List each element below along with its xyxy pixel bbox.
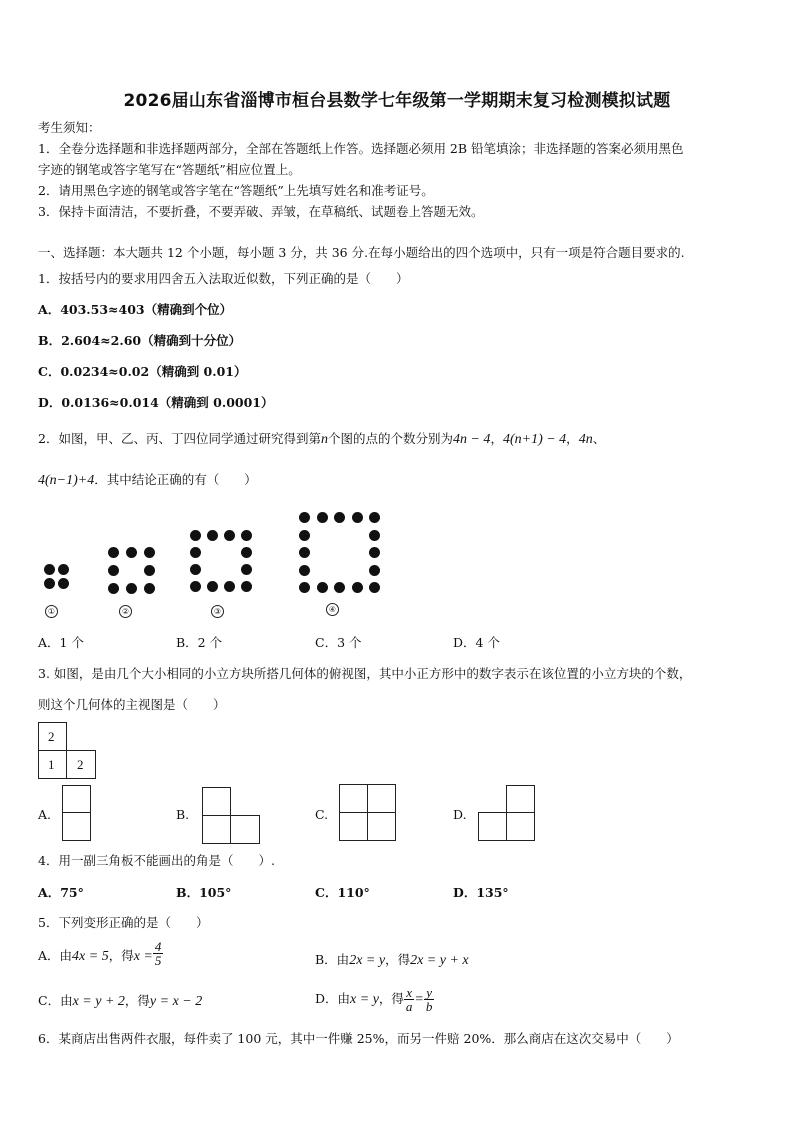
q4-option-c: C．110°	[315, 885, 370, 900]
q3-stem-line1: 3. 如图，是由几个大小相同的小立方块所搭几何体的俯视图，其中小正方形中的数字表示在该位置的小立方块的个数，	[38, 666, 692, 681]
q3-stem-line2: 则这个几何体的主视图是（ ）	[38, 697, 226, 712]
q5-b-eq1: 2x = y	[349, 953, 386, 968]
q2-fig-4-dot	[299, 512, 310, 523]
q2-fig-4-dot	[352, 582, 363, 593]
q1-option-a: A．403.53≈403（精确到个位）	[38, 302, 233, 317]
q2-fig-2-dot	[144, 565, 155, 576]
q5-option-a	[38, 939, 163, 968]
q5-c-mid: ，得	[124, 993, 150, 1008]
q2-fig-4-dot	[334, 512, 345, 523]
q2-sep-1: ，	[490, 431, 503, 446]
q5-d-fraction-2	[424, 986, 435, 1013]
q2-fig-2-dot	[144, 547, 155, 558]
q5-c-eq2: y = x − 2	[149, 994, 203, 1009]
front-view-cell	[339, 784, 368, 813]
top-view-cell	[66, 750, 96, 779]
q2-fig-2-dot	[108, 583, 119, 594]
q5-a-denominator: 5	[154, 953, 162, 968]
q2-fig-1-dot	[44, 578, 55, 589]
q5-d-mid: ，得	[378, 991, 404, 1006]
q5-a-prefix: A．由	[38, 948, 73, 963]
q2-fig-label-3: ③	[211, 605, 224, 618]
q5-option-c	[38, 993, 202, 1010]
q2-fig-4-dot	[299, 565, 310, 576]
q5-b-eq2: 2x = y + x	[410, 953, 469, 968]
q5-stem: 5．下列变形正确的是（ ）	[38, 915, 209, 930]
q2-fig-label-4: ④	[326, 603, 339, 616]
q2-fig-3-dot	[207, 581, 218, 592]
q2-fig-1-dot	[44, 564, 55, 575]
q2-fig-4-dot	[369, 582, 380, 593]
q2-option-c: C．3 个	[315, 635, 362, 650]
q2-fig-2-dot	[108, 565, 119, 576]
q2-fig-3-dot	[190, 581, 201, 592]
q2-fig-3-dot	[241, 547, 252, 558]
q5-a-eq2: x =	[133, 949, 153, 964]
q1-option-c: C．0.0234≈0.02（精确到 0.01）	[38, 364, 247, 379]
q3-option-c-label: C.	[315, 807, 329, 822]
q5-d-numerator-2: y	[424, 986, 435, 1000]
q5-b-mid: ，得	[385, 952, 411, 967]
q5-d-denominator-1: a	[405, 999, 413, 1014]
q2-expr-2: 4(n+1) − 4	[502, 432, 567, 447]
q5-d-eq1: x = y	[350, 992, 379, 1007]
q3-option-d-label: D.	[453, 807, 467, 822]
front-view-cell	[339, 812, 368, 841]
q2-expr-3: 4n	[578, 432, 593, 447]
q2-fig-3-dot	[224, 581, 235, 592]
q2-stem-line2	[38, 472, 257, 489]
q4-option-b: B．105°	[176, 885, 232, 900]
q2-fig-3-dot	[207, 530, 218, 541]
q2-expr-4: 4(n−1)+4	[38, 473, 95, 488]
q5-d-equals: =	[414, 992, 424, 1007]
q2-fig-4-dot	[299, 530, 310, 541]
q5-option-b	[315, 952, 469, 969]
q2-sep-3: 、	[592, 431, 606, 446]
q1-option-b: B．2.604≈2.60（精确到十分位）	[38, 333, 242, 348]
front-view-cell	[367, 812, 396, 841]
q2-stem-a: 2．如图，甲、乙、丙、丁四位同学通过研究得到第	[38, 431, 321, 446]
front-view-cell	[230, 815, 260, 844]
notice-item-2: 2．请用黑色字迹的钢笔或答字笔在“答题纸”上先填写姓名和准考证号。	[38, 183, 434, 198]
q6-stem: 6．某商店出售两件衣服，每件卖了 100 元，其中一件赚 25%，而另一件赔 20%．那么商店在这次交易中（ ）	[38, 1031, 679, 1046]
front-view-cell	[506, 785, 535, 813]
q2-fig-4-dot	[369, 565, 380, 576]
q5-a-numerator: 4	[154, 939, 162, 954]
q2-fig-2-dot	[126, 547, 137, 558]
q2-fig-3-dot	[224, 530, 235, 541]
top-view-number: 2	[48, 729, 55, 744]
q5-d-prefix: D．由	[315, 991, 351, 1006]
front-view-cell	[506, 812, 535, 841]
q2-fig-4-dot	[317, 582, 328, 593]
q2-fig-2-dot	[126, 583, 137, 594]
q2-fig-4-dot	[317, 512, 328, 523]
q2-var-n: n	[320, 432, 328, 447]
page-title: 2026届山东省淄博市桓台县数学七年级第一学期期末复习检测模拟试题	[123, 91, 671, 111]
notice-heading: 考生须知：	[38, 120, 101, 135]
q2-stem-c: ．其中结论正确的有（ ）	[94, 472, 257, 487]
q3-option-a-label: A.	[38, 807, 52, 822]
q2-option-b: B．2 个	[176, 635, 223, 650]
q2-fig-label-2: ②	[119, 605, 132, 618]
q2-fig-3-dot	[190, 547, 201, 558]
top-view-cell	[38, 722, 67, 751]
q2-fig-4-dot	[369, 512, 380, 523]
q2-fig-1-dot	[58, 564, 69, 575]
front-view-cell	[202, 787, 231, 816]
q5-d-fraction-1	[404, 986, 415, 1013]
q2-fig-3-dot	[241, 530, 252, 541]
front-view-cell	[62, 785, 91, 813]
q2-fig-3-dot	[241, 564, 252, 575]
q4-option-a: A．75°	[38, 885, 84, 900]
q2-fig-4-dot	[369, 547, 380, 558]
front-view-cell	[62, 812, 91, 841]
q2-fig-3-dot	[241, 581, 252, 592]
q2-stem-b: 个图的点的个数分别为	[327, 431, 453, 446]
front-view-cell	[478, 812, 507, 841]
q1-option-d: D．0.0136≈0.014（精确到 0.0001）	[38, 395, 274, 410]
q3-option-b-label: B.	[176, 807, 190, 822]
q2-option-d: D．4 个	[453, 635, 500, 650]
top-view-cell	[38, 750, 67, 779]
q5-option-d	[315, 986, 434, 1013]
top-view-number: 2	[77, 757, 84, 772]
q2-fig-2-dot	[144, 583, 155, 594]
q5-c-prefix: C．由	[38, 993, 73, 1008]
q2-sep-2: ，	[566, 431, 579, 446]
q5-c-eq1: x = y + 2	[72, 994, 125, 1009]
q5-d-numerator-1: x	[404, 986, 415, 1000]
notice-item-1a: 1．全卷分选择题和非选择题两部分，全部在答题纸上作答。选择题必须用 2B 铅笔填涂；非选择题的答案必须用黑色	[38, 141, 684, 156]
q4-option-d: D．135°	[453, 885, 509, 900]
q2-fig-4-dot	[369, 530, 380, 541]
q2-option-a: A．1 个	[38, 635, 84, 650]
q2-fig-4-dot	[334, 582, 345, 593]
q5-b-prefix: B．由	[315, 952, 350, 967]
q2-fig-1-dot	[58, 578, 69, 589]
q2-fig-label-1: ①	[45, 605, 58, 618]
q5-d-denominator-2: b	[425, 999, 433, 1014]
q2-fig-4-dot	[299, 547, 310, 558]
notice-item-3: 3．保持卡面清洁，不要折叠，不要弄破、弄皱，在草稿纸、试题卷上答题无效。	[38, 204, 484, 219]
q1-stem: 1．按括号内的要求用四舍五入法取近似数，下列正确的是（ ）	[38, 271, 409, 286]
top-view-number: 1	[48, 757, 55, 772]
q2-expr-1: 4n − 4	[452, 432, 491, 447]
front-view-cell	[367, 784, 396, 813]
q2-fig-3-dot	[190, 530, 201, 541]
front-view-cell	[202, 815, 231, 844]
q2-fig-3-dot	[190, 564, 201, 575]
q4-stem: 4．用一副三角板不能画出的角是（ ）.	[38, 853, 275, 868]
q5-a-mid: ，得	[108, 948, 134, 963]
q5-a-eq1: 4x = 5	[72, 949, 109, 964]
q5-a-fraction	[153, 940, 164, 967]
q2-fig-4-dot	[299, 582, 310, 593]
q2-fig-2-dot	[108, 547, 119, 558]
notice-item-1b: 字迹的钢笔或答字笔写在“答题纸”相应位置上。	[38, 162, 301, 177]
q2-stem-line1	[38, 431, 605, 448]
section-heading: 一、选择题：本大题共 12 个小题，每小题 3 分，共 36 分.在每小题给出的四个选项中，只有一项是符合题目要求的.	[38, 245, 685, 260]
q2-fig-4-dot	[352, 512, 363, 523]
